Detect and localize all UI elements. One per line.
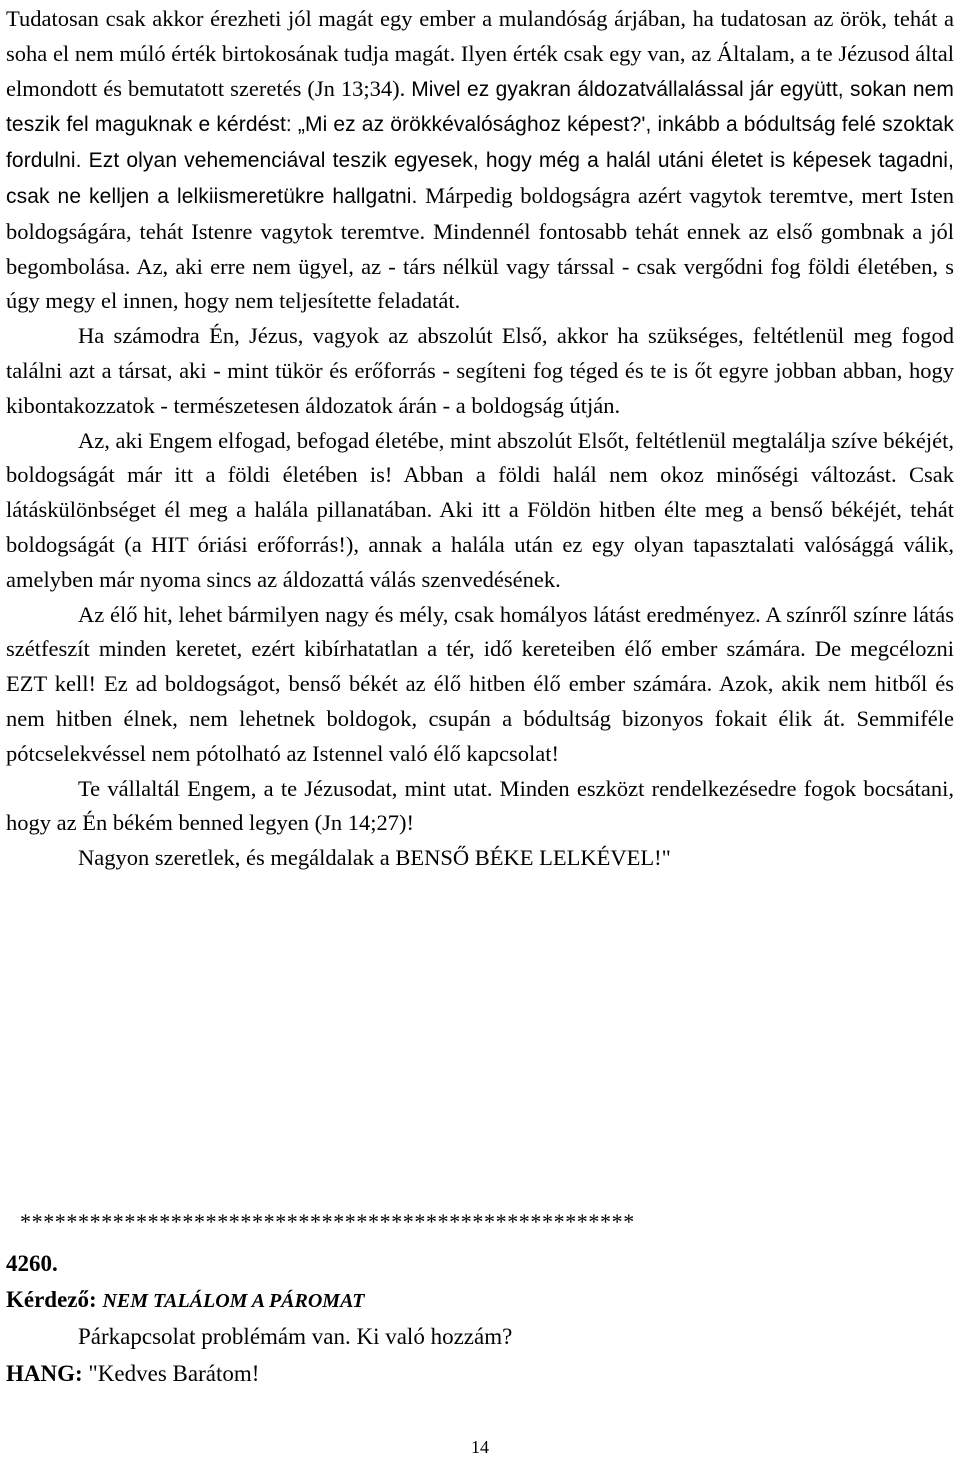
paragraph-1: [6, 2, 954, 319]
paragraph-2: Ha számodra Én, Jézus, vagyok az abszolút Első, akkor ha szükséges, feltétlenül meg fogod találni azt a társat, aki - mint tükör és erőforrás - segíteni fog téged és te is őt egyre jobban abban, hogy kibontakozzatok - természetesen áldozatok árán - a boldogság útján.: [6, 323, 954, 418]
message-number: 4260.: [6, 1251, 58, 1276]
paragraph-4: Az élő hit, lehet bármilyen nagy és mély, csak homályos látást eredményez. A színről színre látás szétfeszít minden keretet, ezért kibírhatatlan a tér, idő kereteiben élő ember számára. De megcélozni EZT kell! Ez ad boldogságot, benső békét az élő hitben élő ember számára. Azok, akik nem hitből és nem hitben élnek, nem lehetnek boldogok, csupán a bódultság bizonyos fokait élik át. Semmiféle pótcselekvéssel nem pótolható az Istennel való élő kapcsolat!: [6, 601, 954, 766]
asker-label: Kérdező:: [6, 1287, 97, 1312]
paragraph-6: Nagyon szeretlek, és megáldalak a BENSŐ BÉKE LELKÉVEL!": [78, 845, 671, 871]
paragraph-5: Te vállaltál Engem, a te Jézusodat, mint utat. Minden eszközt rendelkezésedre fogok bocsátani, hogy az Én békém benned legyen (Jn 14;27)!: [6, 775, 954, 836]
paragraph-1-part-2: Mivel ez gyakran áldozatvállalással jár együtt, sokan nem teszik fel maguknak e kérdést: „Mi ez az örökkévalósághoz képest?', inkább a bódultság felé szoktak fordulni. Ezt olyan vehemenciával teszik egyesek, hogy még a halál utáni életet is képesek tagadni, csak ne kelljen a lelkiismeretükre hallgatni.: [6, 77, 954, 208]
separator-line: *****************************************************: [20, 1209, 635, 1234]
voice-text: "Kedves Barátom!: [88, 1361, 260, 1386]
question-text: Párkapcsolat problémám van. Ki való hozzám?: [78, 1324, 513, 1349]
voice-label: HANG:: [6, 1361, 83, 1386]
paragraph-1-part-1: Tudatosan csak akkor érezheti jól magát egy ember a mulandóság árjában, ha tudatosan az örök, tehát a soha el nem múló érték birtokosának tudja magát. Ilyen érték csak egy van, az Általam, a te Jézusod által elmondott és bemutatott szeretés (Jn 13;34).: [6, 6, 954, 101]
asker-line: [6, 1283, 365, 1318]
asker-title: NEM TALÁLOM A PÁROMAT: [102, 1290, 365, 1312]
paragraph-1-part-3: Márpedig boldogságra azért vagytok teremtve, mert Isten boldogságára, tehát Istenre vagytok teremtve. Mindennél fontosabb tehát ennek az első gombnak a jól begombolása. Az, aki erre nem ügyel, az - társ nélkül vagy társsal - csak vergődni fog földi életében, s úgy megy el innen, hogy nem teljesítette feladatát.: [6, 182, 955, 314]
body-text: [6, 2, 954, 876]
paragraph-3: Az, aki Engem elfogad, befogad életébe, mint abszolút Elsőt, feltétlenül megtalálja szíve békéjét, boldogságát már itt a földi életében is! Abban a földi halál nem okoz minőségi változást. Csak látáskülönbséget él meg a halála pillanatában. Aki itt a Földön hitben élte meg a benső békéjét, tehát boldogságát (a HIT óriási erőforrás!), annak a halála után ez egy olyan tapasztalati valósággá válik, amelyben már nyoma sincs az áldozattá válás szenvedésének.: [6, 427, 954, 592]
voice-line: [6, 1357, 259, 1391]
page-number: 14: [471, 1437, 489, 1457]
